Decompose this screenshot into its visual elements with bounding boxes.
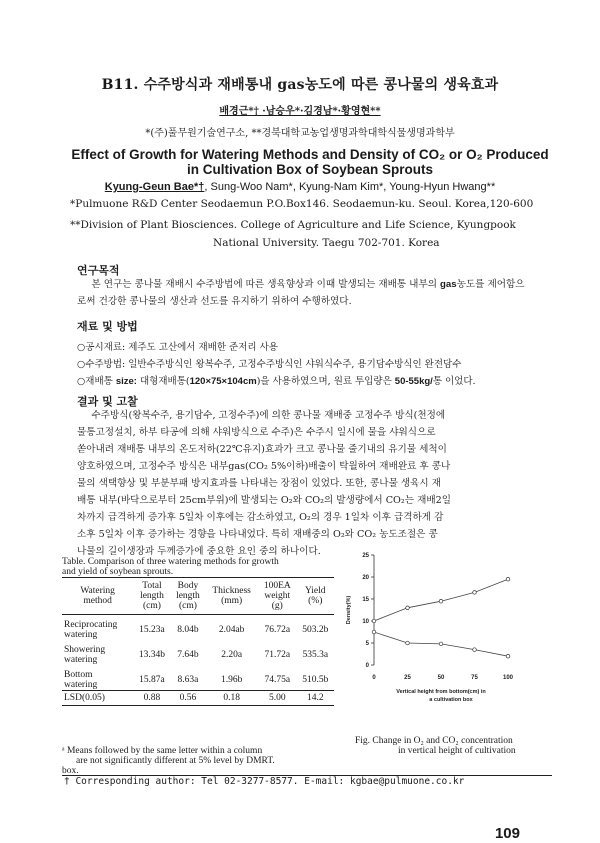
series-1-point — [506, 577, 510, 581]
affiliation-english-3: National University. Taegu 702-701. Korea — [213, 237, 440, 249]
cell-value: 535.3a — [302, 650, 329, 660]
cell-value: 8.63a — [177, 675, 199, 685]
table-caption-line-1: Table. Comparison of three watering methods for growth — [62, 557, 279, 567]
table-row — [62, 665, 334, 691]
affiliation-english-2: **Division of Plant Biosciences. College of Agriculture and Life Science, Kyungpook — [70, 219, 516, 231]
purpose-text-b: 농도를 제어함으로써 건강한 콩나물의 생산과 선도를 유지하기 위하여 수행하였다. — [77, 279, 525, 307]
cell-value: 14.2 — [297, 691, 335, 706]
cell-value: 0.56 — [171, 691, 206, 706]
series-1-point — [406, 606, 410, 610]
table-row-lsd — [62, 691, 334, 706]
col-header-method — [62, 578, 133, 615]
title-english-line-1: Effect of Growth for Watering Methods and Density of CO₂ or O₂ Produced — [71, 147, 549, 162]
item3-b: 대형재배통( — [136, 376, 190, 387]
section-heading-materials: 재료 및 방법 — [77, 320, 138, 333]
item3-d: 통 이었다. — [432, 376, 476, 387]
table-caption — [62, 557, 279, 577]
series-1-point — [473, 591, 477, 595]
header-text: (g) — [271, 601, 283, 611]
method-text: Bottom — [64, 670, 93, 680]
header-text: (%) — [308, 596, 323, 606]
page-number: 109 — [494, 825, 520, 842]
table-footnote-line-1: ᵃ Means followed by the same letter within a column — [62, 746, 263, 756]
x-axis-label: a cultivation box — [429, 697, 473, 703]
cell-value: 2.20a — [221, 650, 243, 660]
cell-value: 74.75a — [264, 675, 291, 685]
header-text: Total — [142, 581, 162, 591]
purpose-text-a: 본 연구는 콩나물 재배시 수주방법에 따른 생육향상과 이때 발생되는 재배통 내부의 — [91, 279, 441, 290]
growth-table-wrapper — [62, 577, 334, 706]
results-line: 배통 내부(바닥으로부터 25cm부위)에 발생되는 O₂와 CO₂의 발생량에서 CO₂는 재배2일 — [77, 495, 451, 506]
method-text: watering — [64, 630, 98, 640]
header-text: (mm) — [221, 596, 243, 606]
affiliation-korean: *(주)풀무원기술연구소, **경북대학교농업생명과학대학식물생명과학부 — [145, 128, 455, 139]
table-header-row — [62, 578, 334, 615]
header-text: method — [83, 596, 112, 606]
cell-value: 13.34b — [138, 650, 166, 660]
series-2-point — [406, 641, 410, 645]
series-2-point — [506, 654, 510, 658]
y-tick-label: 20 — [362, 575, 369, 581]
authors-korean — [0, 102, 600, 117]
item3-dim: 120×75×104cm — [189, 376, 257, 387]
method-text: watering — [64, 655, 98, 665]
x-tick-label: 100 — [502, 675, 514, 681]
results-line: 물의 색택향상 및 부분부패 방지효과를 나타내는 장점이 있었다. 또한, 콩나물 생육시 재 — [77, 478, 442, 489]
header-text: 100EA — [263, 581, 291, 591]
y-tick-label: 0 — [365, 663, 369, 669]
cell-value: 510.5b — [302, 675, 329, 685]
other-authors: , Sung-Woo Nam*, Kyung-Nam Kim*, Young-Hyun Hwang** — [204, 181, 496, 193]
gas-density-chart — [336, 545, 546, 715]
cell-value: 0.18 — [205, 691, 258, 706]
row-method — [62, 665, 133, 691]
figure-caption-line-2: in vertical height of cultivation — [398, 746, 516, 756]
series-1-point — [372, 619, 376, 623]
figure-caption-line-3: box. — [62, 766, 79, 776]
x-axis-label: Vertical height from bottom(cm) in — [396, 689, 486, 695]
cell-value: 76.72a — [264, 625, 291, 635]
row-method — [62, 640, 133, 665]
header-text: Body — [177, 581, 199, 591]
header-text: Thickness — [212, 586, 251, 596]
authors-korean-text: 배경근*† ·남승우*·김경남*·황영현** — [219, 106, 381, 117]
col-header-body-length — [171, 578, 206, 615]
y-tick-label: 25 — [362, 553, 369, 559]
cell-value: 7.64b — [177, 650, 199, 660]
y-tick-label: 10 — [362, 619, 369, 625]
table-caption-line-2: and yield of soybean sprouts. — [62, 567, 174, 577]
correspondence-note: † Corresponding author: Tel 02-3277-8577. E-mail: kgbae@pulmuone.co.kr — [64, 776, 465, 787]
paper-title-korean: B11. 수주방식과 재배통내 gas농도에 따른 콩나물의 생육효과 — [101, 77, 499, 93]
authors-english — [0, 181, 600, 193]
header-text: (cm) — [178, 601, 197, 611]
cell-value: 15.23a — [139, 625, 165, 635]
lsd-label: LSD(0.05) — [62, 691, 133, 706]
cell-value: 2.04ab — [218, 625, 245, 635]
results-paragraph — [77, 407, 537, 560]
series-2-point — [372, 630, 376, 634]
materials-item-1: ○공시재료: 제주도 고산에서 재배한 준저리 사용 — [77, 342, 278, 353]
results-line: 양호하였으며, 고정수주 방식은 내부gas(CO₂ 5%이하)배출이 탁월하여 재배완료 후 콩나 — [77, 461, 451, 472]
header-text: Watering — [80, 586, 115, 596]
paper-title-english — [60, 147, 560, 177]
results-line: 나물의 길이생장과 두께증가에 중요한 요인 중의 하나이다. — [77, 546, 321, 557]
item3-c: )을 사용하였으며, 원료 투입량은 — [256, 376, 395, 387]
y-axis-label: Density(%) — [346, 595, 352, 625]
section-heading-purpose: 연구목적 — [77, 264, 120, 277]
results-line: 수주방식(왕복수주, 용기담수, 고정수주)에 의한 콩나물 재배중 고정수주 방식(천정에 — [91, 410, 446, 421]
title-english-line-2: in Cultivation Box of Soybean Sprouts — [186, 162, 433, 177]
first-author: Kyung-Geun Bae*† — [104, 181, 205, 193]
x-tick-label: 75 — [471, 675, 478, 681]
col-header-yield — [297, 578, 335, 615]
cell-value: 0.88 — [133, 691, 170, 706]
results-line: 소후 5일차 이후 증가하는 경향을 나타내었다. 특히 재배중의 O₂와 CO₂ 농도조절은 콩 — [77, 529, 438, 540]
series-2-point — [439, 642, 443, 646]
table-row — [62, 615, 334, 641]
cell-value: 8.04b — [177, 625, 199, 635]
cell-value: 5.00 — [258, 691, 296, 706]
row-method — [62, 615, 133, 641]
header-text: length — [176, 591, 200, 601]
y-tick-label: 5 — [365, 641, 369, 647]
col-header-total-length — [133, 578, 170, 615]
series-2-point — [473, 648, 477, 652]
method-text: Showering — [64, 645, 106, 655]
col-header-weight — [258, 578, 296, 615]
results-line: 쏟아내려 재배통 내부의 온도저하(22℃유지)효과가 크고 콩나물 줄기내의 유기물 세척이 — [77, 444, 447, 455]
y-tick-label: 15 — [362, 597, 369, 603]
header-text: (cm) — [142, 601, 161, 611]
purpose-text-gas: gas — [440, 279, 457, 290]
results-line: 차까지 급격하게 증가후 5일차 이후에는 감소하였고, O₂의 경우 1일차 이후 급격하게 감 — [77, 512, 444, 523]
figure-caption-line-1: Fig. Change in O₂ and CO₂ concentration — [355, 736, 513, 746]
item3-a: ○재배통 — [77, 376, 116, 387]
results-line: 물통고정설치, 하부 타공에 의해 샤워방식으로 수주)은 수주시 일시에 물을 샤워식으로 — [77, 427, 436, 438]
table-footnote-line-2: are not significantly different at 5% level by DMRT. — [76, 756, 275, 766]
materials-item-2: ○수주방법: 일반수주방식인 왕복수주, 고정수주방식인 샤워식수주, 용기담수방식인 완전담수 — [77, 359, 462, 370]
header-text: length — [140, 591, 164, 601]
table-footnote — [62, 746, 342, 766]
cell-value: 15.87a — [139, 675, 165, 685]
series-1-point — [439, 599, 443, 603]
x-tick-label: 25 — [404, 675, 411, 681]
col-header-thickness — [205, 578, 258, 615]
item3-size: size: — [115, 376, 137, 387]
affiliation-english-1: *Pulmuone R&D Center Seodaemun P.O.Box146. Seodaemun-ku. Seoul. Korea,120-600 — [70, 198, 534, 210]
method-text: watering — [64, 680, 98, 690]
purpose-paragraph — [77, 276, 527, 310]
cell-value: 71.72a — [264, 650, 291, 660]
materials-item-3 — [77, 373, 537, 387]
table-row — [62, 640, 334, 665]
figure-caption — [355, 736, 555, 756]
x-tick-label: 50 — [437, 675, 445, 681]
cell-value: 1.96b — [220, 675, 243, 685]
header-text: weight — [264, 591, 291, 601]
growth-table — [62, 577, 334, 706]
method-text: Reciprocating — [64, 620, 118, 630]
x-tick-label: 0 — [372, 675, 376, 681]
item3-kg: 50-55kg/ — [394, 376, 433, 387]
section-heading-results: 결과 및 고찰 — [77, 395, 138, 408]
cell-value: 503.2b — [302, 625, 329, 635]
header-text: Yield — [304, 586, 326, 596]
